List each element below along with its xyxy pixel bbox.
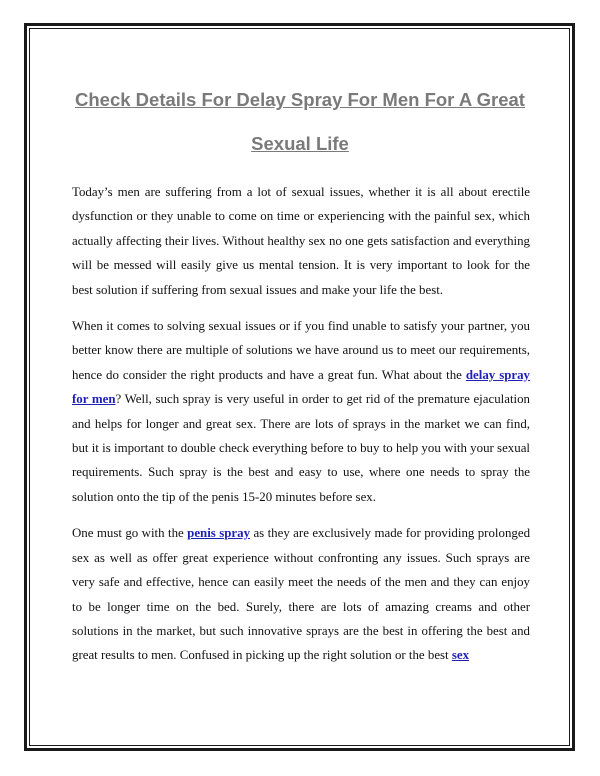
penis-spray-link[interactable]: penis spray [187, 526, 251, 541]
paragraph-3-text-after: as they are exclusively made for providing prolonged sex as well as offer great experience without confronting any issues. Such sprays are very safe and effective, hence can easily meet the needs of the men and they can enjoy to be longer time on the bed. Surely, there are lots of amazing creams and other solutions in the market, but such innovative sprays are the best in offering the best and great results to men. Confused in picking up the right solution or the best [72, 526, 531, 663]
paragraph-1: Today’s men are suffering from a lot of sexual issues, whether it is all about erectile dysfunction or they unable to come on time or experiencing with the painful sex, which actually affecting their lives. Without healthy sex no one gets satisfaction and everything will be messed will easily give us mental tension. It is very important to look for the best solution if suffering from sexual issues and make your life the best. [72, 185, 530, 297]
document-title-text: Check Details For Delay Spray For Men For A Great Sexual Life [75, 89, 525, 154]
paragraph-3-text-before: One must go with the [72, 526, 188, 541]
document-title [60, 78, 540, 166]
paragraph-2 [72, 314, 530, 509]
document-body [72, 180, 530, 680]
paragraph-3 [72, 521, 530, 667]
paragraph-2-text-before: When it comes to solving sexual issues or if you find unable to satisfy your partner, you better know there are multiple of solutions we have around us to meet our requirements, hence do consider the right products and have a great fun. What about the [72, 319, 530, 382]
delay-spray-link[interactable]: delay spray for men [72, 367, 530, 407]
sex-link[interactable]: sex [451, 648, 470, 663]
paragraph-2-text-after: ? Well, such spray is very useful in order to get rid of the premature ejaculation and helps for longer and great sex. There are lots of sprays in the market we can find, but it is important to double check everything before to buy to help you with your sexual requirements. Such spray is the best and easy to use, where one needs to spray the solution onto the tip of the penis 15-20 minutes before sex. [72, 392, 530, 504]
